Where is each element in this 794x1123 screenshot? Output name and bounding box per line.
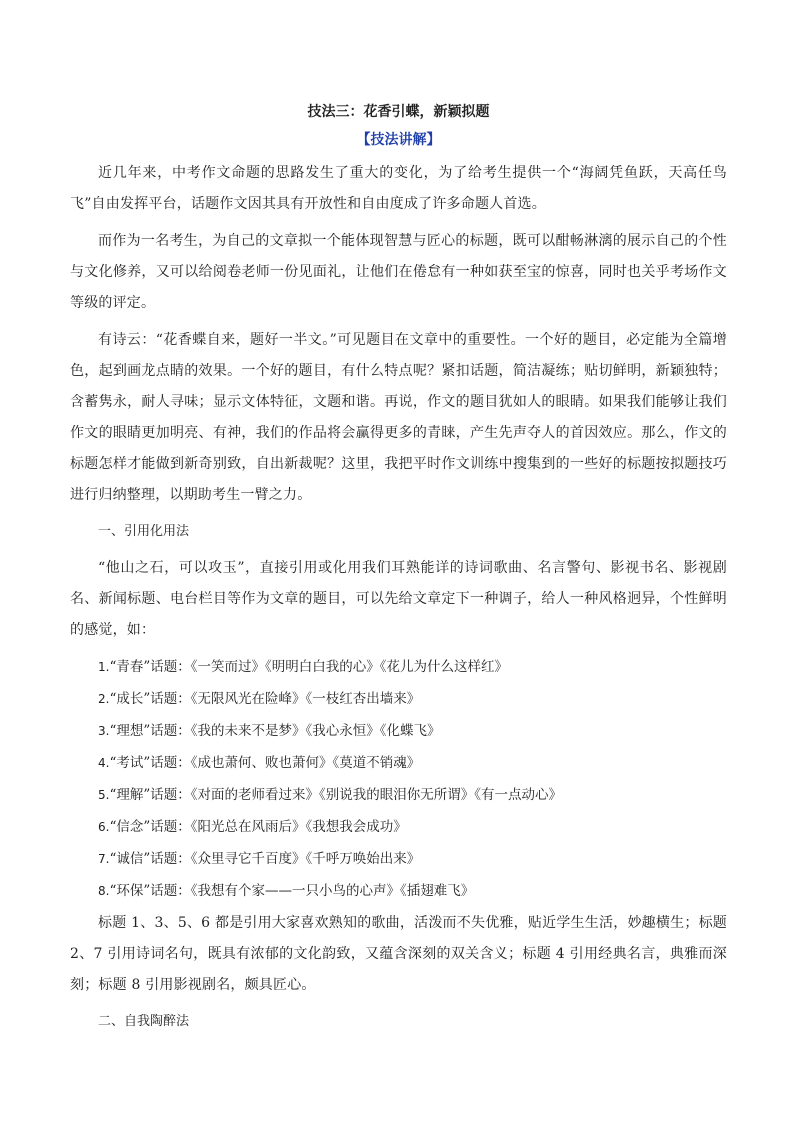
item-number: 8. <box>98 884 110 898</box>
section-1-intro: “他山之石，可以攻玉”，直接引用或化用我们耳熟能详的诗词歌曲、名言警句、影视书名、影视剧名、新闻标题、电台栏目等作为文章的题目，可以先给文章定下一种调子，给人一种风格迥异，个性鲜明的感觉，如： <box>70 560 727 638</box>
list-item <box>70 652 727 682</box>
document-page <box>70 98 727 1043</box>
item-text: “理想”话题：《我的未来不是梦》《我心永恒》《化蝶飞》 <box>109 723 441 739</box>
list-item <box>70 780 727 810</box>
list-item <box>70 812 727 842</box>
list-item <box>70 876 727 906</box>
item-text: “成长”话题：《无限风光在险峰》《一枝红杏出墙来》 <box>109 691 421 707</box>
section-heading-1: 一、引用化用法 <box>98 524 190 539</box>
item-text: “考试”话题：《成也萧何、败也萧何》《莫道不销魂》 <box>109 755 421 771</box>
item-number: 6. <box>98 820 110 834</box>
item-number: 3. <box>98 724 110 738</box>
item-number: 5. <box>98 788 110 802</box>
item-text: “青春”话题：《一笑而过》《明明白白我的心》《花儿为什么这样红》 <box>109 659 509 675</box>
item-text: “理解”话题：《对面的老师看过来》《别说我的眼泪你无所谓》《有一点动心》 <box>109 787 563 803</box>
item-number: 4. <box>98 756 110 770</box>
item-text: “环保”话题：《我想有个家——一只小鸟的心声》《插翅难飞》 <box>109 883 475 899</box>
intro-paragraph-2: 而作为一名考生，为自己的文章拟一个能体现智慧与匠心的标题，既可以酣畅淋漓的展示自己的个性与文化修养，又可以给阅卷老师一份见面礼，让他们在倦怠有一种如获至宝的惊喜，同时也关乎考场作文等级的评定。 <box>70 233 727 311</box>
page-title: 技法三：花香引蝶，新颖拟题 <box>307 104 490 120</box>
list-item <box>70 844 727 874</box>
section-subtitle: 【技法讲解】 <box>356 132 441 148</box>
intro-paragraph-3: 有诗云：“花香蝶自来，题好一半文。”可见题目在文章中的重要性。一个好的题目，必定能为全篇增色，起到画龙点睛的效果。一个好的题目，有什么特点呢？紧扣话题，简洁凝练；贴切鲜明，新颖独特；含蓄隽永，耐人寻味；显示文体特征，文题和谐。再说，作文的题目犹如人的眼睛。如果我们能够让我们作文的眼睛更加明亮、有神，我们的作品将会赢得更多的青睐，产生先声夺人的首因效应。那么，作文的标题怎样才能做到新奇别致，自出新裁呢？这里，我把平时作文训练中搜集到的一些好的标题按拟题技巧进行归纳整理，以期助考生一臂之力。 <box>70 332 727 503</box>
list-item <box>70 684 727 714</box>
list-item <box>70 716 727 746</box>
item-number: 2. <box>98 692 110 706</box>
item-number: 1. <box>98 660 110 674</box>
section-1-summary: 标题 1、3、5、6 都是引用大家喜欢熟知的歌曲，活泼而不失优雅，贴近学生生活，妙趣横生；标题 2、7 引用诗词名句，既具有浓郁的文化韵致，又蕴含深刻的双关含义；标题 4 引用经典名言，典雅而深刻；标题 8 引用影视剧名，颇具匠心。 <box>70 915 727 993</box>
section-heading-2: 二、自我陶醉法 <box>98 1014 190 1029</box>
example-list <box>70 652 727 906</box>
item-text: “诚信”话题：《众里寻它千百度》《千呼万唤始出来》 <box>109 851 421 867</box>
item-text: “信念”话题：《阳光总在风雨后》《我想我会成功》 <box>109 819 407 835</box>
item-number: 7. <box>98 852 110 866</box>
intro-paragraph-1: 近几年来，中考作文命题的思路发生了重大的变化，为了给考生提供一个“海阔凭鱼跃，天高任鸟飞”自由发挥平台，话题作文因其具有开放性和自由度成了许多命题人首选。 <box>70 165 727 212</box>
list-item <box>70 748 727 778</box>
